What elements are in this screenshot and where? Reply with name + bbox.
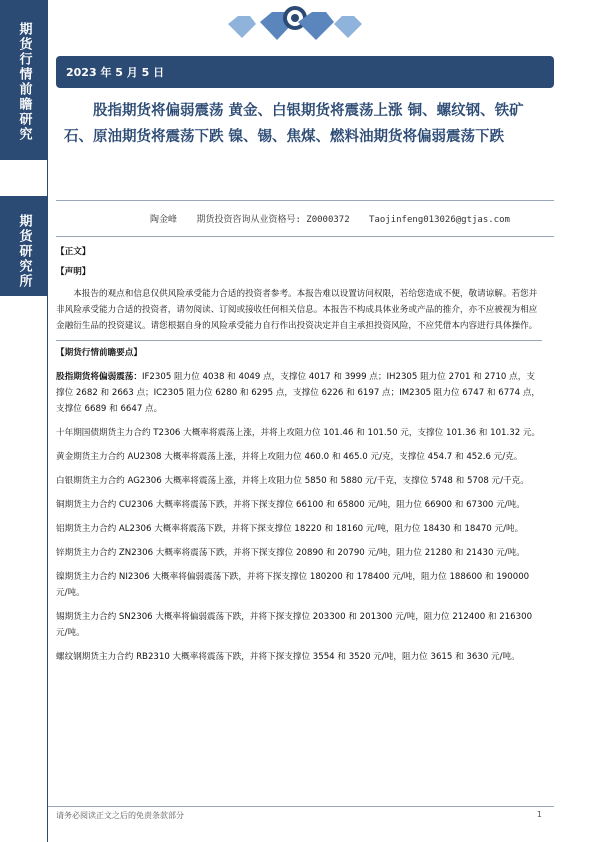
report-body [56,244,542,665]
list-item [56,649,542,665]
list-item [56,521,542,537]
divider-statement [56,340,542,341]
author-qualification: 期货投资咨询从业资格号: Z0000372 [196,215,350,225]
list-item-text: 镍期货主力合约 NI2306 大概率将偏弱震荡下跌，并将下探支撑位 180200 和 178400 元/吨，阻力位 188600 和 190000 元/吨。 [56,572,530,598]
sidebar-mid-label: 期货研究所 [16,214,32,289]
list-item [56,449,542,465]
sidebar-section-top [0,0,48,160]
list-item-text: 十年期国债期货主力合约 T2306 大概率将震荡上涨，并将上攻阻力位 101.46 和 101.50 元，支撑位 101.36 和 101.32 元。 [56,428,541,438]
sidebar-section-mid [0,196,48,296]
list-item-text: 锡期货主力合约 SN2306 大概率将偏弱震荡下跌，并将下探支撑位 203300 和 201300 元/吨，阻力位 212400 和 216300 元/吨。 [56,612,533,638]
diamond-logo-icon [220,2,370,48]
list-item-text: 铝期货主力合约 AL2306 大概率将震荡下跌，并将下探支撑位 18220 和 18160 元/吨，阻力位 18430 和 18470 元/吨。 [56,524,524,534]
report-title: 股指期货将偏弱震荡 黄金、白银期货将震荡上涨 铜、螺纹钢、铁矿石、原油期货将震荡下跌 镍、锡、焦煤、燃料油期货将偏弱震荡下跌 [64,102,524,145]
list-item-text: 螺纹钢期货主力合约 RB2310 大概率将震荡下跌，并将下探支撑位 3554 和 3520 元/吨，阻力位 3615 和 3630 元/吨。 [56,652,520,662]
divider-top [56,200,554,201]
sidebar [0,0,48,842]
footer-disclaimer: 请务必阅读正文之后的免责条款部分 [56,811,184,820]
section-tag: 【期货行情前瞻要点】 [56,348,142,358]
statement-text: 本报告的观点和信息仅供风险承受能力合适的投资者参考。本报告难以设置访问权限，若给您造成不便，敬请谅解。若您并非风险承受能力合适的投资者，请勿阅读、订阅或接收任何相关信息。本报告不构成具体业务或产品的推介，亦不应被视为相应金融衍生品的投资建议。请您根据自身的风险承受能力自行作出投资决定并自主承担投资风险，不应凭借本内容进行具体操作。 [56,289,538,331]
list-item-text: 锌期货主力合约 ZN2306 大概率将震荡下跌，并将下探支撑位 20890 和 20790 元/吨，阻力位 21280 和 21430 元/吨。 [56,548,525,558]
list-item [56,473,542,489]
sidebar-top-label: 期货行情前瞻研究 [16,22,32,142]
list-item-text: 黄金期货主力合约 AU2308 大概率将震荡上涨，并将上攻阻力位 460.0 和 465.0 元/克，支撑位 454.7 和 452.6 元/克。 [56,452,523,462]
page-footer [56,810,542,821]
author-line [150,212,550,225]
list-item-lead: 股指期货将偏弱震荡： [56,372,142,382]
list-item-text: 白银期货主力合约 AG2306 大概率将震荡上涨，并将上攻阻力位 5850 和 5880 元/千克，支撑位 5748 和 5708 元/千克。 [56,476,529,486]
report-date: 2023 年 5 月 5 日 [66,66,165,79]
list-item [56,497,542,513]
list-item-text: IF2305 阻力位 4038 和 4049 点，支撑位 4017 和 3999 点；IH2305 阻力位 2701 和 2710 点，支撑位 2682 和 2663 点；IC2305 阻力位 6280 和 6295 点，支撑位 6226 和 6197 点；IM2305 阻力位 6747 和 6774 点，支撑位 6689 和 6647 点。 [56,372,541,414]
list-item-text: 铜期货主力合约 CU2306 大概率将震荡下跌，并将下探支撑位 66100 和 65800 元/吨，阻力位 66900 和 67300 元/吨。 [56,500,525,510]
list-item [56,425,542,441]
list-item [56,609,542,641]
list-item [56,545,542,561]
main-tag: 【正文】 [56,247,91,257]
author-name: 陶金峰 [150,215,178,225]
list-item [56,369,542,417]
page-number: 1 [536,810,542,819]
author-email[interactable]: Taojinfeng013026@gtjas.com [369,215,510,225]
date-bar [56,56,554,88]
sidebar-border [47,0,48,842]
divider-author [56,236,554,237]
statement-tag: 【声明】 [56,267,91,277]
footer-divider [48,806,554,807]
list-item [56,569,542,601]
